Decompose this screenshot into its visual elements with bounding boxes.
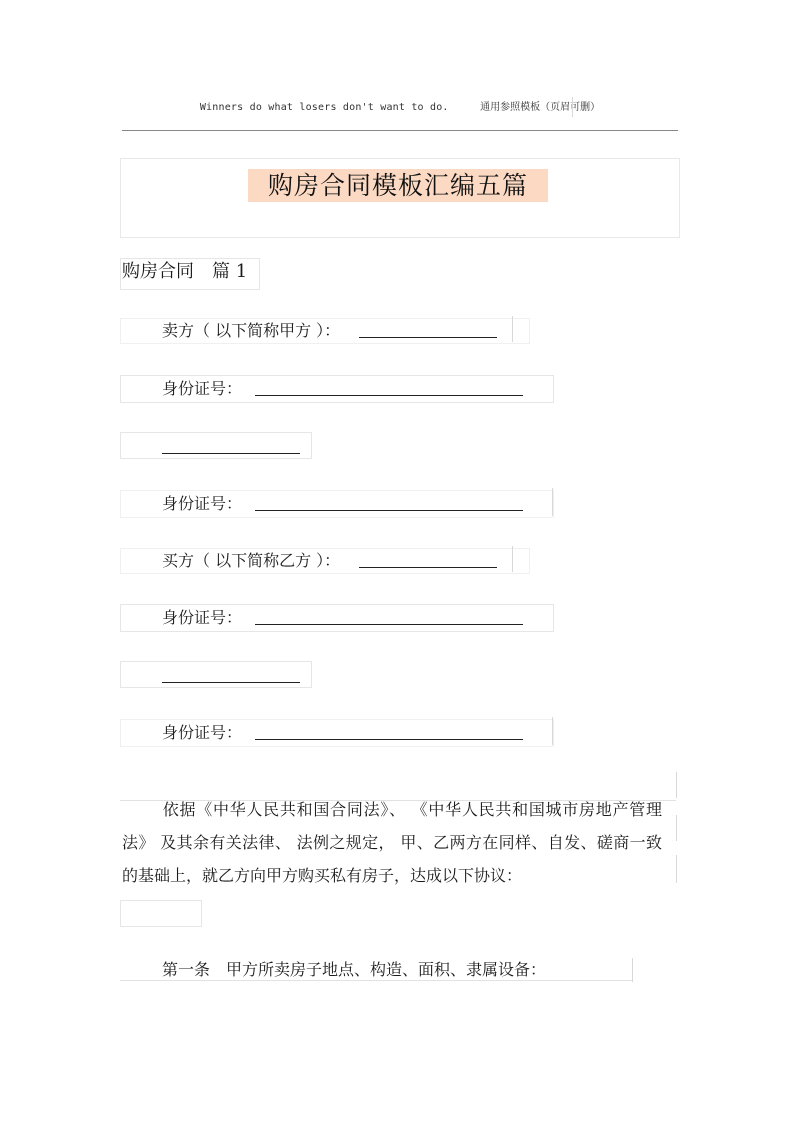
seller-label: 卖方（ 以下简称甲方 ）： — [162, 321, 341, 340]
field-artifact — [512, 546, 513, 572]
field-artifact — [552, 488, 553, 516]
preamble-text: 依据《中华人民共和国合同法》、 《中华人民共和国城市房地产管理法》 及其余有关法律、 法例之规定， 甲、乙两方在同样、自发、磋商一致的基础上，就乙方向甲方购买私有房子，达成以下协议： — [122, 800, 662, 885]
section-label: 购房合同 — [122, 261, 194, 282]
id-label: 身份证号： — [162, 379, 243, 398]
document-title: 购房合同模板汇编五篇 — [248, 169, 548, 202]
header-rule — [122, 130, 678, 131]
buyer-id-blank-2[interactable] — [255, 725, 523, 740]
header-note: 通用参照模板（页眉可删） — [480, 102, 601, 113]
page-header — [0, 100, 800, 115]
section-heading — [122, 259, 247, 285]
buyer-blank[interactable] — [359, 553, 497, 568]
continuation-field-2 — [162, 665, 300, 687]
section-number: 篇 1 — [212, 261, 248, 282]
id-label: 身份证号： — [162, 608, 243, 627]
continuation-blank-2[interactable] — [162, 668, 300, 683]
article-artifact — [632, 958, 633, 982]
header-artifact — [572, 97, 573, 117]
seller-id-blank[interactable] — [255, 381, 523, 396]
seller-id-field-2 — [162, 493, 523, 515]
seller-id-field — [162, 378, 523, 400]
seller-blank[interactable] — [359, 323, 497, 338]
seller-id-blank-2[interactable] — [255, 496, 523, 511]
buyer-id-field — [162, 607, 523, 629]
field-artifact — [512, 316, 513, 342]
paragraph-artifact — [120, 900, 202, 927]
buyer-field — [162, 550, 497, 572]
id-label: 身份证号： — [162, 723, 243, 742]
continuation-field — [162, 436, 300, 458]
buyer-id-blank[interactable] — [255, 610, 523, 625]
buyer-label: 买方（ 以下简称乙方 ）： — [162, 551, 341, 570]
preamble-paragraph — [122, 793, 662, 892]
id-label: 身份证号： — [162, 494, 243, 513]
seller-field — [162, 320, 497, 342]
buyer-id-field-2 — [162, 722, 523, 744]
article-1: 第一条 甲方所卖房子地点、构造、面积、隶属设备： — [162, 960, 547, 979]
header-motto: Winners do what losers don't want to do. — [199, 102, 449, 113]
paragraph-artifact — [676, 855, 677, 883]
paragraph-artifact — [676, 815, 677, 841]
field-artifact — [552, 717, 553, 745]
continuation-blank[interactable] — [162, 439, 300, 454]
paragraph-artifact — [676, 772, 677, 798]
